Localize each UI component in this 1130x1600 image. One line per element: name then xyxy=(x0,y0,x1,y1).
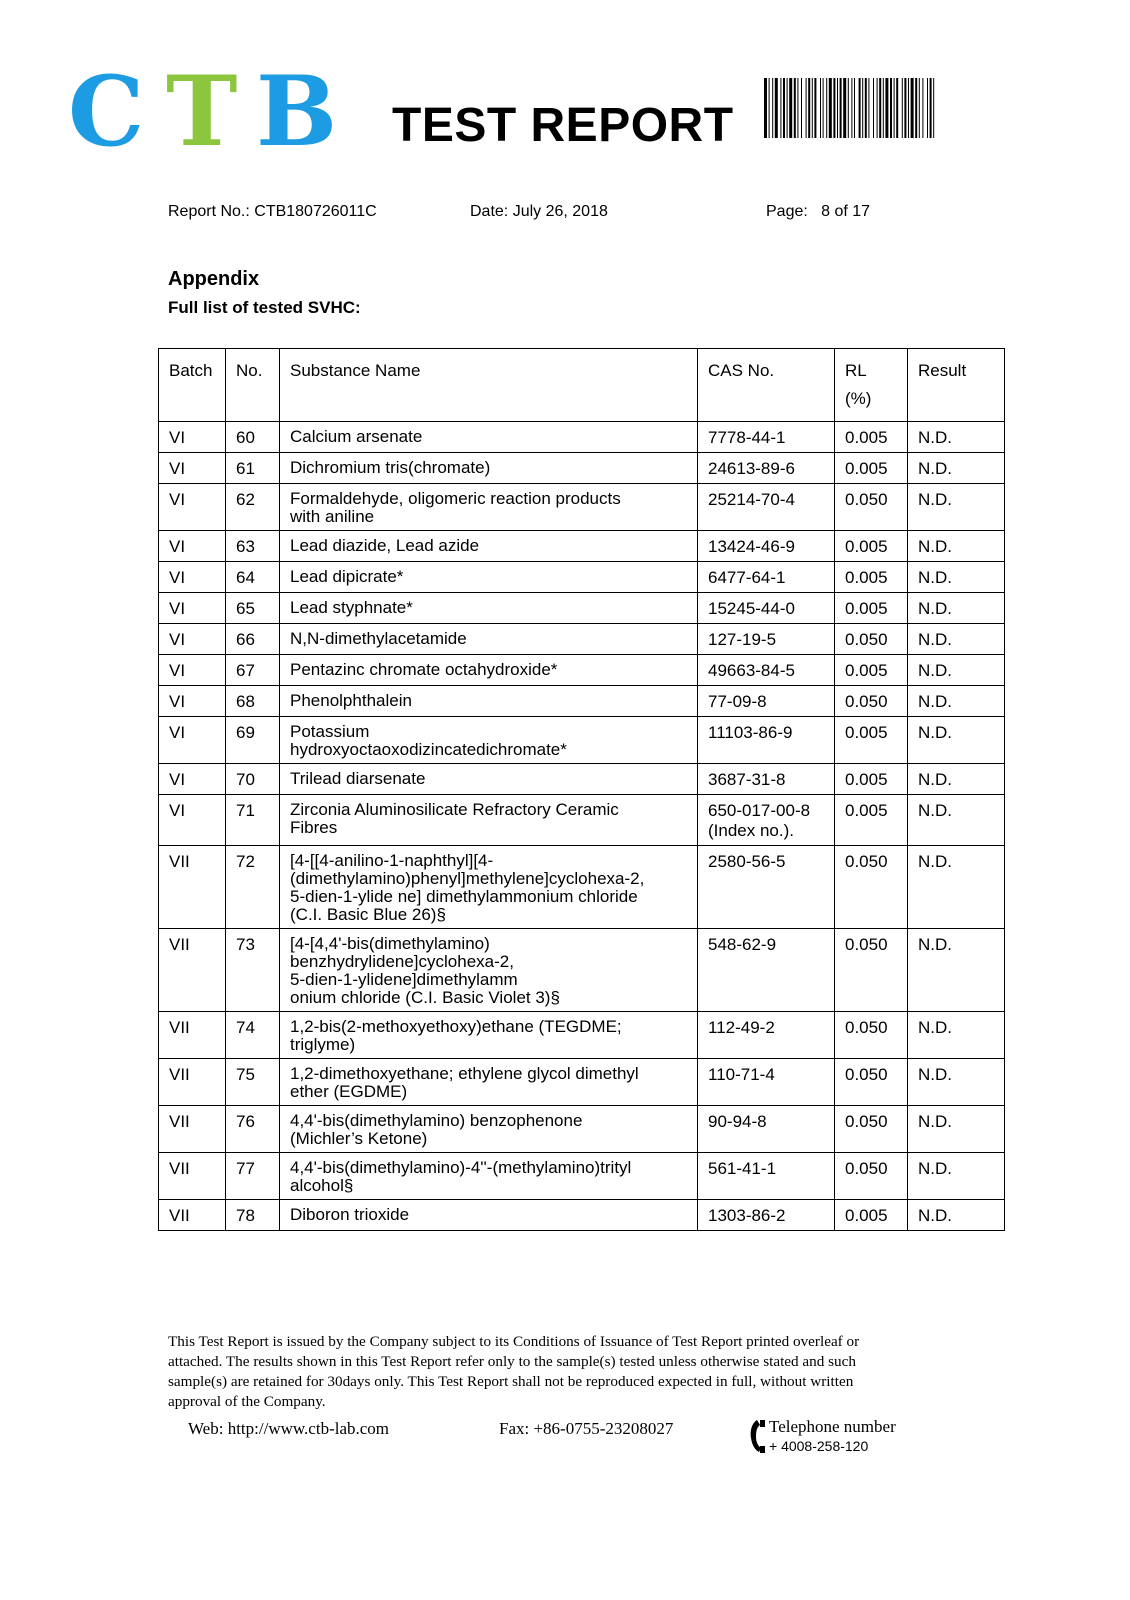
cell-no: 67 xyxy=(226,655,280,686)
substance-name-line: [4-[[4-anilino-1-naphthyl][4- xyxy=(290,851,494,870)
cell-result: N.D. xyxy=(908,624,1005,655)
barcode-icon xyxy=(764,78,1082,138)
cell-batch: VII xyxy=(159,846,226,929)
substance-name-line: onium chloride (C.I. Basic Violet 3)§ xyxy=(290,988,560,1007)
disclaimer-line: This Test Report is issued by the Company subject to its Conditions of Issuance of Test Report printed overleaf or xyxy=(168,1333,860,1350)
cell-no: 62 xyxy=(226,484,280,531)
cell-result: N.D. xyxy=(908,929,1005,1012)
table-body xyxy=(159,422,1005,1231)
table-header-row xyxy=(159,349,1005,422)
cas-no-line: 650-017-00-8 xyxy=(708,801,811,820)
cas-no-line: 13424-46-9 xyxy=(708,537,795,556)
cell-cas-no xyxy=(698,795,835,846)
cell-cas-no xyxy=(698,453,835,484)
table-row xyxy=(159,846,1005,929)
cell-substance-name xyxy=(280,593,698,624)
cell-substance-name xyxy=(280,764,698,795)
substance-name-line: with aniline xyxy=(290,507,375,526)
cell-cas-no xyxy=(698,717,835,764)
cell-batch: VI xyxy=(159,795,226,846)
cas-no-line: 24613-89-6 xyxy=(708,459,795,478)
cell-rl: 0.005 xyxy=(835,593,908,624)
logo-letter-t: T xyxy=(166,55,238,168)
cas-no-line: 49663-84-5 xyxy=(708,661,795,680)
cell-batch: VI xyxy=(159,717,226,764)
substance-name-line: hydroxyoctaoxodizincatedichromate* xyxy=(290,740,567,759)
page-number: Page: 8 of 17 xyxy=(766,203,871,220)
cell-substance-name xyxy=(280,562,698,593)
telephone-number: + 4008-258-120 xyxy=(769,1438,869,1454)
cell-batch: VI xyxy=(159,562,226,593)
table-row xyxy=(159,624,1005,655)
substance-name-line: Formaldehyde, oligomeric reaction products xyxy=(290,489,621,508)
cell-batch: VI xyxy=(159,686,226,717)
cell-result: N.D. xyxy=(908,453,1005,484)
cas-no-line: 25214-70-4 xyxy=(708,490,795,509)
substance-name-line: Calcium arsenate xyxy=(290,427,423,446)
cell-rl: 0.005 xyxy=(835,453,908,484)
cell-rl: 0.050 xyxy=(835,846,908,929)
telephone-icon xyxy=(748,1418,766,1454)
cell-substance-name xyxy=(280,846,698,929)
cell-substance-name xyxy=(280,686,698,717)
cell-result: N.D. xyxy=(908,562,1005,593)
cell-cas-no xyxy=(698,655,835,686)
cas-no-line: 6477-64-1 xyxy=(708,568,786,587)
header-cas-no: CAS No. xyxy=(698,349,835,422)
cell-rl: 0.050 xyxy=(835,1012,908,1059)
substance-name-line: Trilead diarsenate xyxy=(290,769,426,788)
logo-letter-c: C xyxy=(68,55,145,168)
table-row xyxy=(159,422,1005,453)
table-row xyxy=(159,484,1005,531)
section-title: Appendix xyxy=(168,268,260,290)
cell-result: N.D. xyxy=(908,531,1005,562)
cell-cas-no xyxy=(698,1059,835,1106)
cas-no-line: 77-09-8 xyxy=(708,692,767,711)
substance-name-line: Potassium xyxy=(290,722,370,741)
cas-no-line: 2580-56-5 xyxy=(708,852,786,871)
cas-no-line: 90-94-8 xyxy=(708,1112,767,1131)
cell-result: N.D. xyxy=(908,686,1005,717)
cell-result: N.D. xyxy=(908,1012,1005,1059)
cell-result: N.D. xyxy=(908,764,1005,795)
cell-result: N.D. xyxy=(908,655,1005,686)
table-row xyxy=(159,686,1005,717)
cas-no-line: 548-62-9 xyxy=(708,935,777,954)
cell-no: 72 xyxy=(226,846,280,929)
cell-no: 71 xyxy=(226,795,280,846)
cell-result: N.D. xyxy=(908,795,1005,846)
substance-name-line: 4,4'-bis(dimethylamino)-4''-(methylamino)trityl xyxy=(290,1158,632,1177)
cell-no: 69 xyxy=(226,717,280,764)
cell-no: 73 xyxy=(226,929,280,1012)
substance-name-line: triglyme) xyxy=(290,1035,356,1054)
cell-substance-name xyxy=(280,1106,698,1153)
table-row xyxy=(159,1106,1005,1153)
cell-cas-no xyxy=(698,1153,835,1200)
substance-name-line: (Michler’s Ketone) xyxy=(290,1129,428,1148)
cell-substance-name xyxy=(280,624,698,655)
cell-batch: VII xyxy=(159,1200,226,1231)
substance-name-line: Phenolphthalein xyxy=(290,691,412,710)
header-rl-unit: (%) xyxy=(845,389,872,408)
cas-no-line: 3687-31-8 xyxy=(708,770,786,789)
cell-cas-no xyxy=(698,531,835,562)
cell-substance-name xyxy=(280,655,698,686)
telephone-label: Telephone number xyxy=(769,1417,896,1436)
table-row xyxy=(159,795,1005,846)
disclaimer xyxy=(168,1332,968,1412)
cell-result: N.D. xyxy=(908,1106,1005,1153)
cas-no-line: 112-49-2 xyxy=(708,1018,775,1037)
substance-name-line: Lead diazide, Lead azide xyxy=(290,536,480,555)
cell-batch: VII xyxy=(159,929,226,1012)
cell-result: N.D. xyxy=(908,484,1005,531)
cell-no: 60 xyxy=(226,422,280,453)
table-row xyxy=(159,1153,1005,1200)
cell-rl: 0.050 xyxy=(835,686,908,717)
cell-cas-no xyxy=(698,1012,835,1059)
cell-rl: 0.050 xyxy=(835,1059,908,1106)
table-row xyxy=(159,1012,1005,1059)
cas-no-line: 15245-44-0 xyxy=(708,599,795,618)
cell-no: 75 xyxy=(226,1059,280,1106)
table-row xyxy=(159,655,1005,686)
table-row xyxy=(159,1200,1005,1231)
logo-letter-b: B xyxy=(256,55,338,168)
cell-cas-no xyxy=(698,593,835,624)
cell-result: N.D. xyxy=(908,717,1005,764)
header-substance-name: Substance Name xyxy=(280,349,698,422)
ctb-logo xyxy=(68,55,338,168)
cell-batch: VII xyxy=(159,1153,226,1200)
cell-batch: VI xyxy=(159,764,226,795)
cell-result: N.D. xyxy=(908,1059,1005,1106)
report-title: TEST REPORT xyxy=(392,99,734,152)
substance-name-line: Zirconia Aluminosilicate Refractory Ceramic xyxy=(290,800,619,819)
cell-rl: 0.005 xyxy=(835,717,908,764)
cell-rl: 0.050 xyxy=(835,1106,908,1153)
cell-no: 66 xyxy=(226,624,280,655)
cell-no: 65 xyxy=(226,593,280,624)
disclaimer-line: sample(s) are retained for 30days only. This Test Report shall not be reproduced expected in full, without written xyxy=(168,1373,854,1390)
cas-no-line: 1303-86-2 xyxy=(708,1206,786,1225)
cell-batch: VII xyxy=(159,1106,226,1153)
report-date: Date: July 26, 2018 xyxy=(470,203,608,220)
cell-no: 78 xyxy=(226,1200,280,1231)
cell-rl: 0.050 xyxy=(835,1153,908,1200)
table-row xyxy=(159,717,1005,764)
cas-no-line: 110-71-4 xyxy=(708,1065,775,1084)
cell-result: N.D. xyxy=(908,593,1005,624)
substance-name-line: Lead styphnate* xyxy=(290,598,413,617)
cell-batch: VI xyxy=(159,531,226,562)
cell-no: 76 xyxy=(226,1106,280,1153)
footer-website: Web: http://www.ctb-lab.com xyxy=(188,1419,390,1438)
cell-rl: 0.050 xyxy=(835,929,908,1012)
cell-rl: 0.005 xyxy=(835,764,908,795)
cell-rl: 0.050 xyxy=(835,484,908,531)
cell-rl: 0.005 xyxy=(835,655,908,686)
substance-name-line: [4-[4,4'-bis(dimethylamino) xyxy=(290,934,490,953)
substance-name-line: Lead dipicrate* xyxy=(290,567,404,586)
cell-batch: VII xyxy=(159,1059,226,1106)
cell-no: 70 xyxy=(226,764,280,795)
substance-name-line: Fibres xyxy=(290,818,338,837)
header-rl xyxy=(835,349,908,422)
cell-substance-name xyxy=(280,531,698,562)
substance-name-line: 4,4'-bis(dimethylamino) benzophenone xyxy=(290,1111,583,1130)
cell-substance-name xyxy=(280,484,698,531)
cell-rl: 0.005 xyxy=(835,422,908,453)
table-row xyxy=(159,764,1005,795)
cell-result: N.D. xyxy=(908,422,1005,453)
substance-name-line: alcohol§ xyxy=(290,1176,354,1195)
substance-name-line: (dimethylamino)phenyl]methylene]cyclohexa-2, xyxy=(290,869,645,888)
cas-no-line: 127-19-5 xyxy=(708,630,777,649)
cell-rl: 0.005 xyxy=(835,531,908,562)
substance-name-line: (C.I. Basic Blue 26)§ xyxy=(290,905,446,924)
cell-substance-name xyxy=(280,453,698,484)
cell-no: 63 xyxy=(226,531,280,562)
cell-batch: VI xyxy=(159,655,226,686)
cell-substance-name xyxy=(280,1153,698,1200)
header-result: Result xyxy=(908,349,1005,422)
cell-cas-no xyxy=(698,1200,835,1231)
cell-batch: VI xyxy=(159,624,226,655)
cell-substance-name xyxy=(280,422,698,453)
header-no: No. xyxy=(226,349,280,422)
header-batch: Batch xyxy=(159,349,226,422)
cell-substance-name xyxy=(280,1200,698,1231)
header-rl-label: RL xyxy=(845,361,867,380)
cell-cas-no xyxy=(698,624,835,655)
svhc-table xyxy=(158,348,1005,1231)
substance-name-line: benzhydrylidene]cyclohexa-2, xyxy=(290,952,514,971)
cas-no-line: (Index no.). xyxy=(708,821,794,840)
table-row xyxy=(159,1059,1005,1106)
cell-substance-name xyxy=(280,717,698,764)
substance-name-line: Diboron trioxide xyxy=(290,1205,410,1224)
cas-no-line: 7778-44-1 xyxy=(708,428,786,447)
cell-no: 74 xyxy=(226,1012,280,1059)
cas-no-line: 561-41-1 xyxy=(708,1159,777,1178)
cell-no: 64 xyxy=(226,562,280,593)
cell-rl: 0.050 xyxy=(835,624,908,655)
cell-substance-name xyxy=(280,1012,698,1059)
table-row xyxy=(159,593,1005,624)
cell-cas-no xyxy=(698,929,835,1012)
cell-substance-name xyxy=(280,1059,698,1106)
cell-rl: 0.005 xyxy=(835,795,908,846)
substance-name-line: 5-dien-1-ylidene]dimethylamm xyxy=(290,970,518,989)
cell-batch: VI xyxy=(159,453,226,484)
cell-cas-no xyxy=(698,846,835,929)
cell-batch: VII xyxy=(159,1012,226,1059)
cell-result: N.D. xyxy=(908,1153,1005,1200)
cell-cas-no xyxy=(698,764,835,795)
substance-name-line: 1,2-bis(2-methoxyethoxy)ethane (TEGDME; xyxy=(290,1017,622,1036)
cell-batch: VI xyxy=(159,484,226,531)
section-subtitle: Full list of tested SVHC: xyxy=(168,298,361,317)
substance-name-line: 1,2-dimethoxyethane; ethylene glycol dimethyl xyxy=(290,1064,639,1083)
cas-no-line: 11103-86-9 xyxy=(708,723,793,742)
report-number: Report No.: CTB180726011C xyxy=(168,203,377,220)
cell-no: 61 xyxy=(226,453,280,484)
substance-name-line: Dichromium tris(chromate) xyxy=(290,458,491,477)
cell-batch: VI xyxy=(159,422,226,453)
substance-name-line: N,N-dimethylacetamide xyxy=(290,629,467,648)
table-row xyxy=(159,929,1005,1012)
cell-no: 77 xyxy=(226,1153,280,1200)
disclaimer-line: approval of the Company. xyxy=(168,1393,326,1410)
cell-cas-no xyxy=(698,484,835,531)
substance-name-line: Pentazinc chromate octahydroxide* xyxy=(290,660,558,679)
cell-rl: 0.005 xyxy=(835,1200,908,1231)
cell-substance-name xyxy=(280,929,698,1012)
table-row xyxy=(159,531,1005,562)
cell-cas-no xyxy=(698,686,835,717)
cell-rl: 0.005 xyxy=(835,562,908,593)
substance-name-line: ether (EGDME) xyxy=(290,1082,408,1101)
cell-result: N.D. xyxy=(908,1200,1005,1231)
cell-cas-no xyxy=(698,422,835,453)
footer-fax: Fax: +86-0755-23208027 xyxy=(499,1419,674,1438)
table-row xyxy=(159,562,1005,593)
cell-substance-name xyxy=(280,795,698,846)
cell-no: 68 xyxy=(226,686,280,717)
substance-name-line: 5-dien-1-ylide ne] dimethylammonium chloride xyxy=(290,887,638,906)
cell-result: N.D. xyxy=(908,846,1005,929)
table-row xyxy=(159,453,1005,484)
cell-cas-no xyxy=(698,562,835,593)
disclaimer-line: attached. The results shown in this Test Report refer only to the sample(s) tested unless otherwise stated and such xyxy=(168,1353,856,1370)
cell-cas-no xyxy=(698,1106,835,1153)
cell-batch: VI xyxy=(159,593,226,624)
